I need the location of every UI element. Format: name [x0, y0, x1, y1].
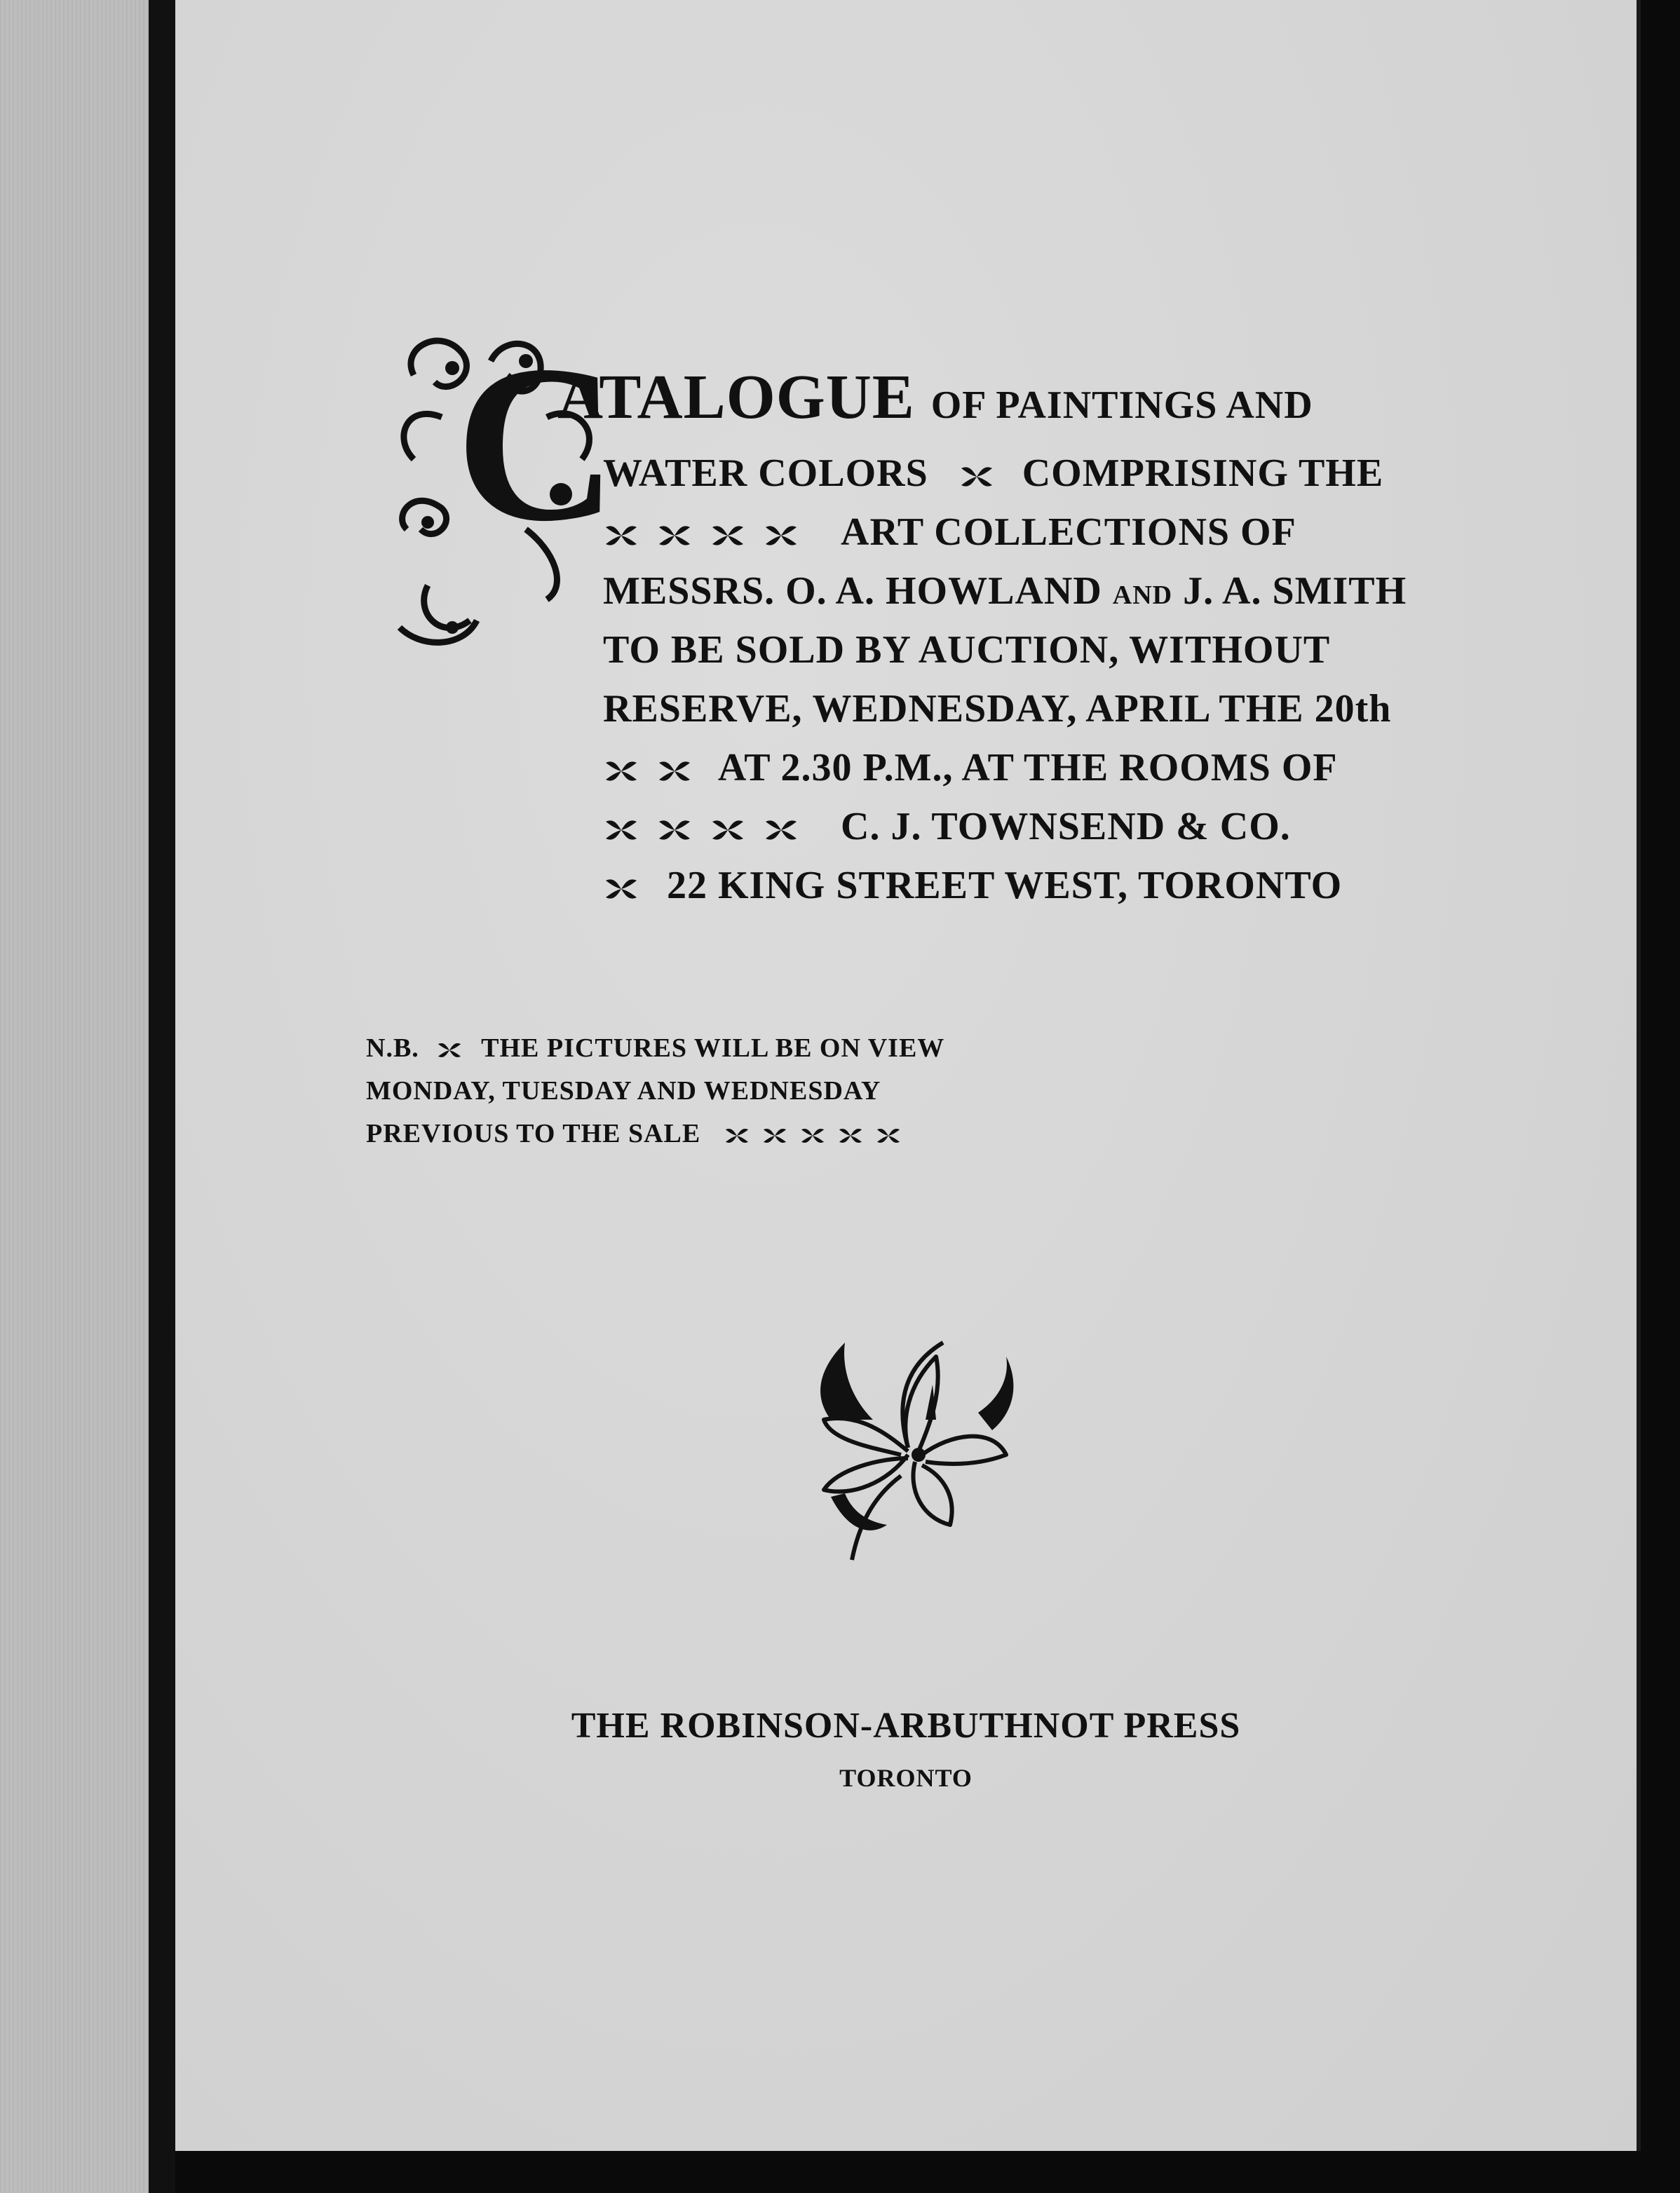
- catalogue-line-9: [603, 863, 1637, 908]
- note-line2-text: MONDAY, TUESDAY AND WEDNESDAY: [366, 1076, 881, 1106]
- leaf-ornament-icon: [761, 1125, 788, 1146]
- leaf-ornament-icon: [603, 875, 639, 903]
- note-line-2: [366, 1075, 1637, 1106]
- catalogue-line-4: [603, 569, 1637, 613]
- leaf-ornament-icon: [763, 816, 799, 844]
- leaf-ornament-icon: [958, 463, 995, 491]
- leaf-ornament-icon: [763, 522, 799, 550]
- line9: 22 KING STREET WEST, TORONTO: [667, 864, 1343, 907]
- title-page: [175, 0, 1641, 2151]
- catalogue-heading: ATALOGUE: [557, 362, 915, 432]
- press-name: [175, 1705, 1637, 1746]
- leaf-ornament-icon: [710, 522, 746, 550]
- press-city-text: TORONTO: [839, 1764, 973, 1792]
- facing-page-strip: [0, 0, 175, 2193]
- leaf-ornament-icon: [837, 1125, 864, 1146]
- catalogue-line-3: [603, 510, 1637, 555]
- catalogue-line-6: [603, 686, 1637, 731]
- catalogue-line-7: [603, 745, 1637, 790]
- catalogue-line-8: [603, 804, 1637, 849]
- line7: AT 2.30 P.M., AT THE ROOMS OF: [717, 746, 1338, 789]
- leaf-ornament-icon: [603, 816, 639, 844]
- line6: RESERVE, WEDNESDAY, APRIL THE 20th: [603, 687, 1392, 731]
- leaf-ornament-icon: [436, 1040, 463, 1061]
- svg-text:C: C: [455, 320, 618, 568]
- leaf-ornament-icon: [799, 1125, 826, 1146]
- line2-a: WATER COLORS: [603, 452, 928, 495]
- line4-and: AND: [1112, 580, 1173, 610]
- catalogue-line-5: [603, 627, 1637, 672]
- catalogue-line-1: [557, 361, 1637, 433]
- press-name-text: THE ROBINSON-ARBUTHNOT PRESS: [571, 1706, 1241, 1746]
- lily-flower-icon: [803, 1315, 1034, 1567]
- leaf-ornament-icon: [656, 816, 693, 844]
- leaf-ornament-icon: [875, 1125, 902, 1146]
- catalogue-line-2: [603, 451, 1637, 496]
- line5: TO BE SOLD BY AUCTION, WITHOUT: [603, 628, 1331, 672]
- note-nb: N.B.: [366, 1033, 419, 1063]
- leaf-ornament-icon: [603, 522, 639, 550]
- note-line-3: [366, 1118, 1637, 1149]
- press-city: [175, 1763, 1637, 1793]
- leaf-ornament-icon: [603, 757, 639, 785]
- note-line-1: [366, 1033, 1637, 1064]
- leaf-ornament-icon: [710, 816, 746, 844]
- note-line3-text: PREVIOUS TO THE SALE: [366, 1119, 701, 1148]
- leaf-ornament-icon: [656, 522, 693, 550]
- line2-b: COMPRISING THE: [1022, 452, 1384, 495]
- leaf-ornament-icon: [656, 757, 693, 785]
- leaf-ornament-icon: [724, 1125, 750, 1146]
- line4-a: MESSRS. O. A. HOWLAND: [603, 569, 1102, 613]
- note-line1-text: THE PICTURES WILL BE ON VIEW: [481, 1033, 945, 1063]
- line4-b: J. A. SMITH: [1183, 569, 1407, 613]
- line3: ART COLLECTIONS OF: [841, 510, 1296, 554]
- line1-rest: OF PAINTINGS AND: [930, 383, 1313, 427]
- line8: C. J. TOWNSEND & CO.: [841, 805, 1291, 848]
